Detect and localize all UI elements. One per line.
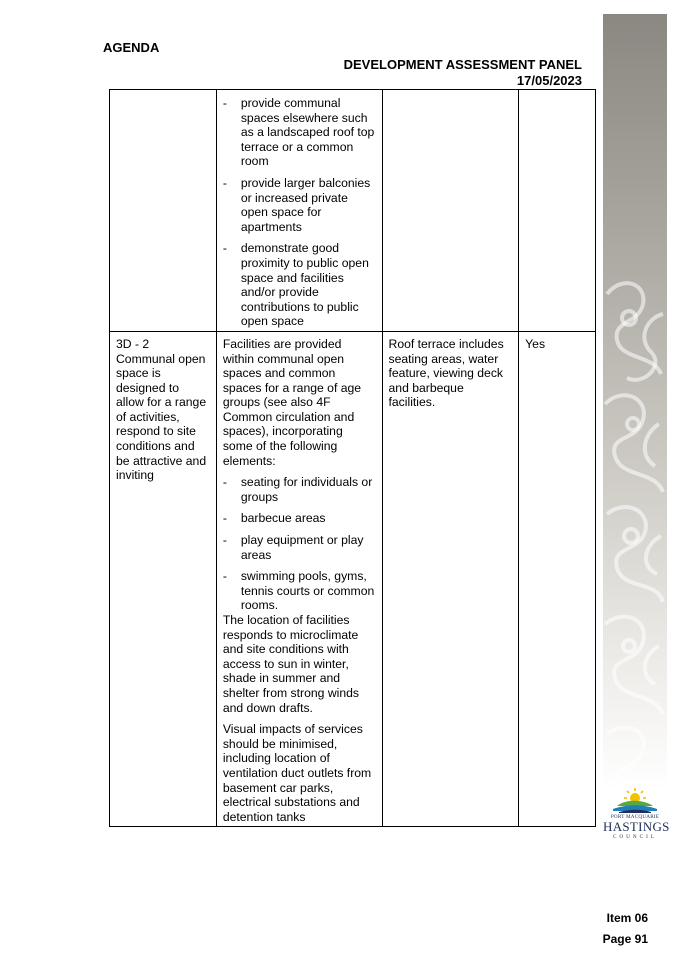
criteria-paragraph: Visual impacts of services should be minimised, including location of ventilation duct outlets from basement car parks, electrical substations and detention tanks xyxy=(222,722,372,824)
logo-text: PORT MACQUARIE xyxy=(610,814,660,820)
item-number: Item 06 xyxy=(606,911,648,925)
list-item: - seating for individuals or groups xyxy=(223,475,376,504)
table-row xyxy=(110,90,596,332)
comment-cell: Roof terrace includes seating areas, water feature, viewing deck and barbeque facilities. xyxy=(382,331,519,826)
compliance-cell: Yes xyxy=(519,331,596,826)
panel-heading: DEVELOPMENT ASSESSMENT PANEL xyxy=(343,57,582,72)
objective-cell: 3D - 2 Communal open space is designed to allow for a range of activities, respond to site conditions and be attractive and inviting xyxy=(110,331,217,826)
list-item: - barbecue areas xyxy=(223,511,376,526)
compliance-cell xyxy=(519,90,596,332)
table-row xyxy=(110,331,596,826)
objective-cell xyxy=(110,90,217,332)
decorative-side-band xyxy=(603,14,667,789)
page-number: Page 91 xyxy=(602,932,648,946)
facilities-list xyxy=(223,475,376,613)
criteria-intro: Facilities are provided within communal open spaces and common spaces for a range of age groups (see also 4F Common circulation and spaces), incorporating some of the following elements: xyxy=(222,336,362,468)
criteria-paragraph: The location of facilities responds to microclimate and site conditions with access to sun in winter, shade in summer and shelter from strong winds and down drafts. xyxy=(222,613,359,715)
continuation-list xyxy=(223,96,376,329)
swirl-pattern xyxy=(603,274,667,789)
list-item: - provide communal spaces elsewhere such as a landscaped roof top terrace or a common room xyxy=(223,96,376,169)
logo-emblem-icon xyxy=(603,786,667,814)
meeting-date: 17/05/2023 xyxy=(516,73,582,88)
logo-text: COUNCIL xyxy=(612,834,658,840)
design-criteria-cell xyxy=(216,331,382,826)
list-item: - provide larger balconies or increased private open space for apartments xyxy=(223,176,376,234)
list-item: - demonstrate good proximity to public open space and facilities and/or provide contributions to public open space xyxy=(223,241,376,329)
assessment-table xyxy=(109,89,596,827)
list-item: - swimming pools, gyms, tennis courts or common rooms. xyxy=(223,569,376,613)
list-item: - play equipment or play areas xyxy=(223,533,376,562)
design-criteria-cell xyxy=(216,90,382,332)
agenda-heading: AGENDA xyxy=(103,40,160,55)
logo-text: HASTINGS xyxy=(603,819,670,834)
comment-cell xyxy=(382,90,519,332)
council-logo xyxy=(603,786,670,846)
